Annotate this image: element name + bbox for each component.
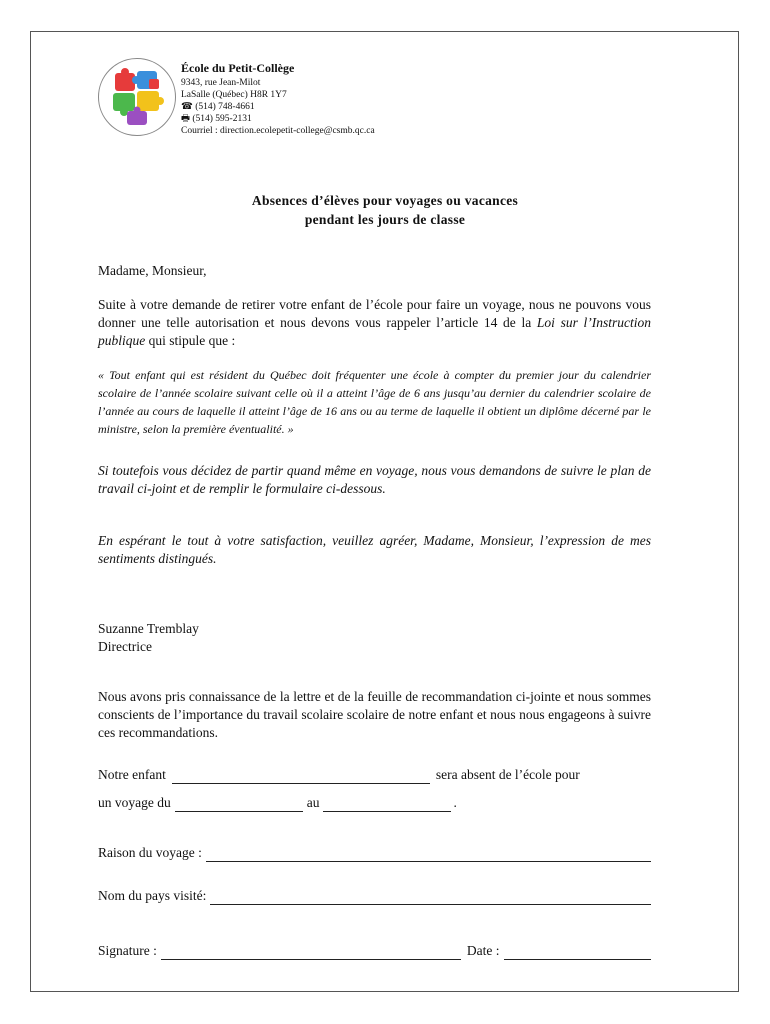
fax-number: 🖶 (514) 595-2131 <box>181 114 252 124</box>
signature-label: Signature : <box>98 943 157 958</box>
signature-row <box>98 942 651 960</box>
phone-number: ☎ (514) 748-4661 <box>181 102 255 112</box>
puzzle-pieces-icon <box>99 59 175 135</box>
paragraph-request <box>98 296 651 350</box>
signatory-role: Directrice <box>98 639 152 654</box>
email-address: Courriel : direction.ecolepetit-college@csmb.qc.ca <box>181 126 375 136</box>
absent-text: sera absent de l’école pour <box>435 767 580 782</box>
reason-row <box>98 844 651 862</box>
trip-label: un voyage du <box>98 795 171 810</box>
trip-end-date-field[interactable] <box>323 799 451 812</box>
period: . <box>453 795 457 810</box>
reason-label: Raison du voyage : <box>98 845 202 860</box>
country-field[interactable] <box>210 892 651 905</box>
title-line-2: pendant les jours de classe <box>304 212 466 227</box>
law-quote: « Tout enfant qui est résident du Québec doit fréquenter une école à compter du premier jour du calendrier scolaire de l’année scolaire suivant celle où il a atteint l’âge de 6 ans jusqu’au dernier du calendrier scolaire de l’année au cours de laquelle il atteint l’âge de 16 ans ou au terme de laquelle il obtient un diplôme décerné par le ministre, selon la première éventualité. » <box>98 368 651 436</box>
school-name: École du Petit-Collège <box>181 61 295 75</box>
address-line-2: LaSalle (Québec) H8R 1Y7 <box>181 90 287 100</box>
trip-dates-row <box>98 794 651 812</box>
salutation: Madame, Monsieur, <box>98 263 207 278</box>
paragraph-closing: En espérant le tout à votre satisfaction, veuillez agréer, Madame, Monsieur, l’expression de mes sentiments distingués. <box>98 533 651 566</box>
to-label: au <box>306 795 320 810</box>
signatory-name: Suzanne Tremblay <box>98 621 199 636</box>
country-label: Nom du pays visité: <box>98 888 207 903</box>
child-label: Notre enfant <box>98 767 166 782</box>
document-title <box>100 191 670 229</box>
law-title: Loi sur l’Instruction publique <box>98 315 651 348</box>
title-line-1: Absences d’élèves pour voyages ou vacances <box>251 193 519 208</box>
reason-field[interactable] <box>206 849 651 862</box>
child-name-field[interactable] <box>172 771 430 784</box>
paragraph-request-start: Suite à votre demande de retirer votre enfant de l’école pour faire un voyage, nous ne pouvons vous donner une telle autorisation et nous devons vous rappeler l’article 14 de la <box>98 297 651 330</box>
child-row <box>98 766 651 784</box>
date-label: Date : <box>466 943 500 958</box>
country-row <box>98 887 651 905</box>
trip-start-date-field[interactable] <box>175 799 303 812</box>
paragraph-travel: Si toutefois vous décidez de partir quand même en voyage, nous vous demandons de suivre le plan de travail ci-joint et de remplir le formulaire ci-dessous. <box>98 463 651 496</box>
signature-field[interactable] <box>161 947 461 960</box>
date-field[interactable] <box>504 947 652 960</box>
form-intro: Nous avons pris connaissance de la lettre et de la feuille de recommandation ci-jointe et nous sommes conscients de l’importance du travail scolaire scolaire de notre enfant et nous nous engageons à suivre ces recommandations. <box>98 689 651 740</box>
school-logo <box>98 58 176 136</box>
address-line-1: 9343, rue Jean-Milot <box>181 78 261 88</box>
school-header <box>181 62 375 137</box>
paragraph-request-end: qui stipule que : <box>145 333 236 348</box>
